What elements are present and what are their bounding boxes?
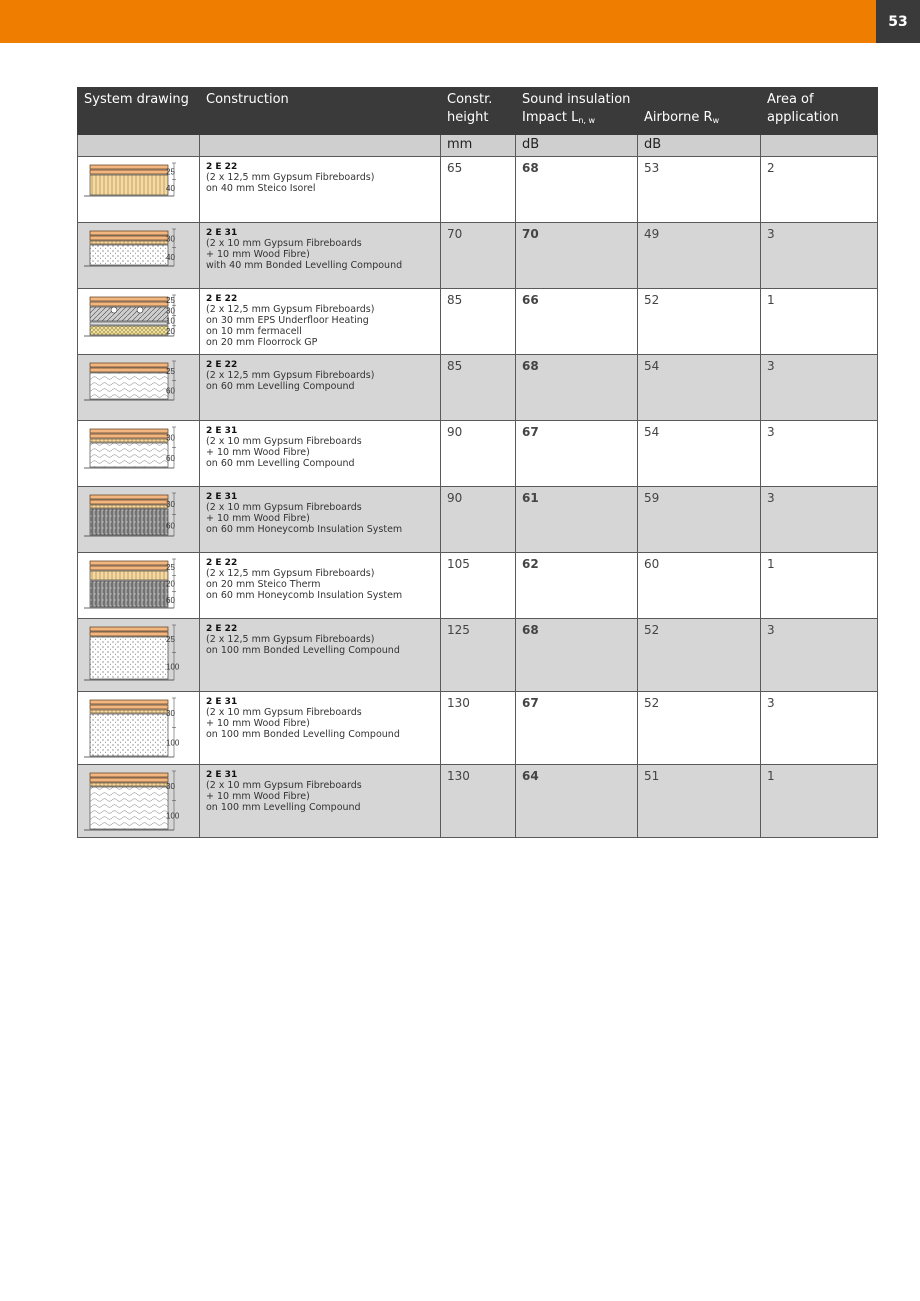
gypsum-board-layer [90, 170, 168, 174]
dimension-label: 25 [166, 366, 175, 376]
header-airborne-sub: w [712, 116, 720, 125]
wood-fibre-layer [90, 439, 168, 442]
construction-cell [200, 289, 441, 355]
table-row [78, 289, 878, 355]
header-sound-insulation: Sound insulation [522, 92, 631, 107]
height-cell: 130 [441, 692, 516, 765]
table-row [78, 692, 878, 765]
construction-line: (2 x 12,5 mm Gypsum Fibreboards) [206, 568, 375, 579]
construction-code: 2 E 31 [206, 492, 238, 502]
gypsum-board-layer [90, 368, 168, 372]
gypsum-board-layer [90, 632, 168, 636]
construction-line: (2 x 10 mm Gypsum Fibreboards [206, 436, 362, 447]
substrate-layer [90, 322, 168, 325]
system-drawing-cell [78, 223, 200, 289]
impact-cell: 62 [516, 553, 638, 619]
airborne-cell: 54 [638, 355, 761, 421]
dimension-label: 60 [166, 453, 175, 463]
table-row [78, 553, 878, 619]
construction-line: (2 x 12,5 mm Gypsum Fibreboards) [206, 370, 375, 381]
gypsum-board-layer [90, 363, 168, 367]
sound-insulation-table [77, 87, 878, 838]
construction-cell [200, 355, 441, 421]
gypsum-board-layer [90, 236, 168, 240]
wood-fibre-layer [90, 505, 168, 508]
units-empty-2 [200, 135, 441, 157]
dimension-label: 100 [166, 662, 180, 672]
dimension-label: 25 [166, 296, 175, 306]
system-drawing [82, 621, 182, 688]
impact-cell: 68 [516, 355, 638, 421]
dimension-label: 30 [166, 708, 175, 718]
impact-cell: 66 [516, 289, 638, 355]
construction-line: + 10 mm Wood Fibre) [206, 791, 310, 802]
height-cell: 70 [441, 223, 516, 289]
dimension-label: 100 [166, 738, 180, 748]
table-body [78, 157, 878, 838]
header-accent-bar [0, 0, 876, 43]
system-drawing [82, 767, 182, 834]
impact-cell: 61 [516, 487, 638, 553]
gypsum-board-layer [90, 627, 168, 631]
construction-code: 2 E 22 [206, 558, 238, 568]
header-impact [516, 88, 638, 135]
construction-line: on 40 mm Steico Isorel [206, 183, 316, 194]
heating-pipe [111, 307, 117, 313]
substrate-layer [90, 245, 168, 265]
construction-line: on 30 mm EPS Underfloor Heating [206, 315, 369, 326]
construction-line: (2 x 12,5 mm Gypsum Fibreboards) [206, 172, 375, 183]
construction-line: with 40 mm Bonded Levelling Compound [206, 260, 403, 271]
wood-fibre-layer [90, 783, 168, 786]
units-height: mm [441, 135, 516, 157]
substrate-layer [90, 326, 168, 335]
construction-code: 2 E 22 [206, 624, 238, 634]
system-drawing-cell [78, 765, 200, 838]
header-constr-height-line2: height [447, 110, 489, 125]
wood-fibre-layer [90, 241, 168, 244]
construction-line: (2 x 10 mm Gypsum Fibreboards [206, 238, 362, 249]
dimension-label: 25 [166, 167, 175, 177]
wood-fibre-layer [90, 710, 168, 713]
header-area-line1: Area of [767, 92, 814, 107]
table-row [78, 619, 878, 692]
substrate-layer [90, 509, 168, 535]
construction-cell [200, 421, 441, 487]
page-number: 53 [876, 0, 920, 43]
header-impact-sub: n, w [578, 116, 596, 125]
construction-code: 2 E 31 [206, 770, 238, 780]
impact-cell: 67 [516, 692, 638, 765]
units-empty-1 [78, 135, 200, 157]
height-cell: 105 [441, 553, 516, 619]
dimension-label: 30 [166, 499, 175, 509]
construction-line: on 20 mm Floorrock GP [206, 337, 318, 348]
dimension-label: 10 [166, 316, 175, 326]
construction-line: on 20 mm Steico Therm [206, 579, 321, 590]
dimension-label: 60 [166, 521, 175, 531]
substrate-layer [90, 714, 168, 756]
header-area-line2: application [767, 110, 839, 125]
impact-cell: 68 [516, 619, 638, 692]
construction-cell [200, 619, 441, 692]
area-cell: 3 [761, 692, 878, 765]
construction-code: 2 E 31 [206, 426, 238, 436]
construction-code: 2 E 22 [206, 162, 238, 172]
system-drawing-cell [78, 355, 200, 421]
height-cell: 85 [441, 355, 516, 421]
construction-cell [200, 487, 441, 553]
construction-line: on 100 mm Bonded Levelling Compound [206, 729, 400, 740]
construction-code: 2 E 31 [206, 697, 238, 707]
heating-pipe [137, 307, 143, 313]
construction-code: 2 E 22 [206, 294, 238, 304]
construction-line: (2 x 10 mm Gypsum Fibreboards [206, 707, 362, 718]
construction-line: on 60 mm Levelling Compound [206, 458, 355, 469]
impact-cell: 68 [516, 157, 638, 223]
construction-line: on 60 mm Honeycomb Insulation System [206, 590, 403, 601]
gypsum-board-layer [90, 429, 168, 433]
table-units-row [78, 135, 878, 157]
header-impact-label: Impact L [522, 110, 579, 125]
table-row [78, 421, 878, 487]
airborne-cell: 51 [638, 765, 761, 838]
airborne-cell: 60 [638, 553, 761, 619]
airborne-cell: 52 [638, 619, 761, 692]
system-drawing-cell [78, 487, 200, 553]
airborne-cell: 53 [638, 157, 761, 223]
construction-line: (2 x 12,5 mm Gypsum Fibreboards) [206, 634, 375, 645]
system-drawing [82, 357, 182, 417]
dimension-label: 60 [166, 386, 175, 396]
system-drawing [82, 489, 182, 549]
height-cell: 125 [441, 619, 516, 692]
dimension-label: 40 [166, 252, 175, 262]
gypsum-board-layer [90, 700, 168, 704]
dimension-label: 30 [166, 234, 175, 244]
system-drawing-cell [78, 157, 200, 223]
area-cell: 2 [761, 157, 878, 223]
height-cell: 130 [441, 765, 516, 838]
construction-line: on 100 mm Bonded Levelling Compound [206, 645, 400, 656]
gypsum-board-layer [90, 566, 168, 570]
area-cell: 3 [761, 223, 878, 289]
table-row [78, 487, 878, 553]
construction-line: (2 x 10 mm Gypsum Fibreboards [206, 502, 362, 513]
construction-code: 2 E 31 [206, 228, 238, 238]
system-drawing [82, 291, 182, 351]
construction-cell [200, 765, 441, 838]
gypsum-board-layer [90, 434, 168, 438]
airborne-cell: 52 [638, 692, 761, 765]
system-drawing-cell [78, 421, 200, 487]
area-cell: 1 [761, 765, 878, 838]
system-drawing-cell [78, 289, 200, 355]
construction-cell [200, 223, 441, 289]
substrate-layer [90, 307, 168, 321]
gypsum-board-layer [90, 302, 168, 306]
gypsum-board-layer [90, 773, 168, 777]
impact-cell: 67 [516, 421, 638, 487]
table-row [78, 223, 878, 289]
area-cell: 3 [761, 421, 878, 487]
area-cell: 3 [761, 355, 878, 421]
dimension-label: 40 [166, 183, 175, 193]
area-cell: 1 [761, 289, 878, 355]
units-empty-3 [761, 135, 878, 157]
dimension-label: 20 [166, 579, 175, 589]
substrate-layer [90, 571, 168, 580]
gypsum-board-layer [90, 778, 168, 782]
table-row [78, 157, 878, 223]
area-cell: 1 [761, 553, 878, 619]
construction-line: on 10 mm fermacell [206, 326, 302, 337]
impact-cell: 70 [516, 223, 638, 289]
system-drawing-cell [78, 692, 200, 765]
construction-line: + 10 mm Wood Fibre) [206, 718, 310, 729]
construction-line: (2 x 12,5 mm Gypsum Fibreboards) [206, 304, 375, 315]
construction-line: on 60 mm Levelling Compound [206, 381, 355, 392]
dimension-label: 30 [166, 781, 175, 791]
area-cell: 3 [761, 487, 878, 553]
header-constr-height-line1: Constr. [447, 92, 493, 107]
construction-line: on 60 mm Honeycomb Insulation System [206, 524, 403, 535]
construction-line: + 10 mm Wood Fibre) [206, 447, 310, 458]
gypsum-board-layer [90, 165, 168, 169]
system-drawing-cell [78, 553, 200, 619]
system-drawing-cell [78, 619, 200, 692]
substrate-layer [90, 787, 168, 829]
system-drawing [82, 225, 182, 285]
header-constr-height [441, 88, 516, 135]
dimension-label: 60 [166, 595, 175, 605]
dimension-label: 25 [166, 634, 175, 644]
impact-cell: 64 [516, 765, 638, 838]
header-construction: Construction [200, 88, 441, 135]
substrate-layer [90, 443, 168, 467]
header-area [761, 88, 878, 135]
substrate-layer [90, 581, 168, 607]
system-drawing [82, 423, 182, 483]
construction-line: + 10 mm Wood Fibre) [206, 249, 310, 260]
substrate-layer [90, 175, 168, 195]
header-system-drawing: System drawing [78, 88, 200, 135]
table-row [78, 355, 878, 421]
dimension-label: 100 [166, 811, 180, 821]
header-airborne [638, 88, 761, 135]
table-header-row [78, 88, 878, 135]
construction-code: 2 E 22 [206, 360, 238, 370]
height-cell: 65 [441, 157, 516, 223]
airborne-cell: 59 [638, 487, 761, 553]
airborne-cell: 49 [638, 223, 761, 289]
gypsum-board-layer [90, 705, 168, 709]
dimension-label: 30 [166, 433, 175, 443]
substrate-layer [90, 637, 168, 679]
system-drawing [82, 555, 182, 615]
gypsum-board-layer [90, 231, 168, 235]
gypsum-board-layer [90, 561, 168, 565]
system-drawing [82, 159, 182, 219]
dimension-label: 25 [166, 563, 175, 573]
units-impact: dB [516, 135, 638, 157]
airborne-cell: 52 [638, 289, 761, 355]
units-airborne: dB [638, 135, 761, 157]
header-airborne-label: Airborne R [644, 110, 713, 125]
area-cell: 3 [761, 619, 878, 692]
system-drawing [82, 694, 182, 761]
construction-line: on 100 mm Levelling Compound [206, 802, 361, 813]
substrate-layer [90, 373, 168, 399]
height-cell: 85 [441, 289, 516, 355]
construction-cell [200, 692, 441, 765]
dimension-label: 30 [166, 306, 175, 316]
gypsum-board-layer [90, 297, 168, 301]
table-row [78, 765, 878, 838]
construction-line: (2 x 10 mm Gypsum Fibreboards [206, 780, 362, 791]
airborne-cell: 54 [638, 421, 761, 487]
construction-cell [200, 553, 441, 619]
height-cell: 90 [441, 421, 516, 487]
dimension-label: 20 [166, 326, 175, 336]
construction-cell [200, 157, 441, 223]
gypsum-board-layer [90, 495, 168, 499]
construction-line: + 10 mm Wood Fibre) [206, 513, 310, 524]
gypsum-board-layer [90, 500, 168, 504]
height-cell: 90 [441, 487, 516, 553]
